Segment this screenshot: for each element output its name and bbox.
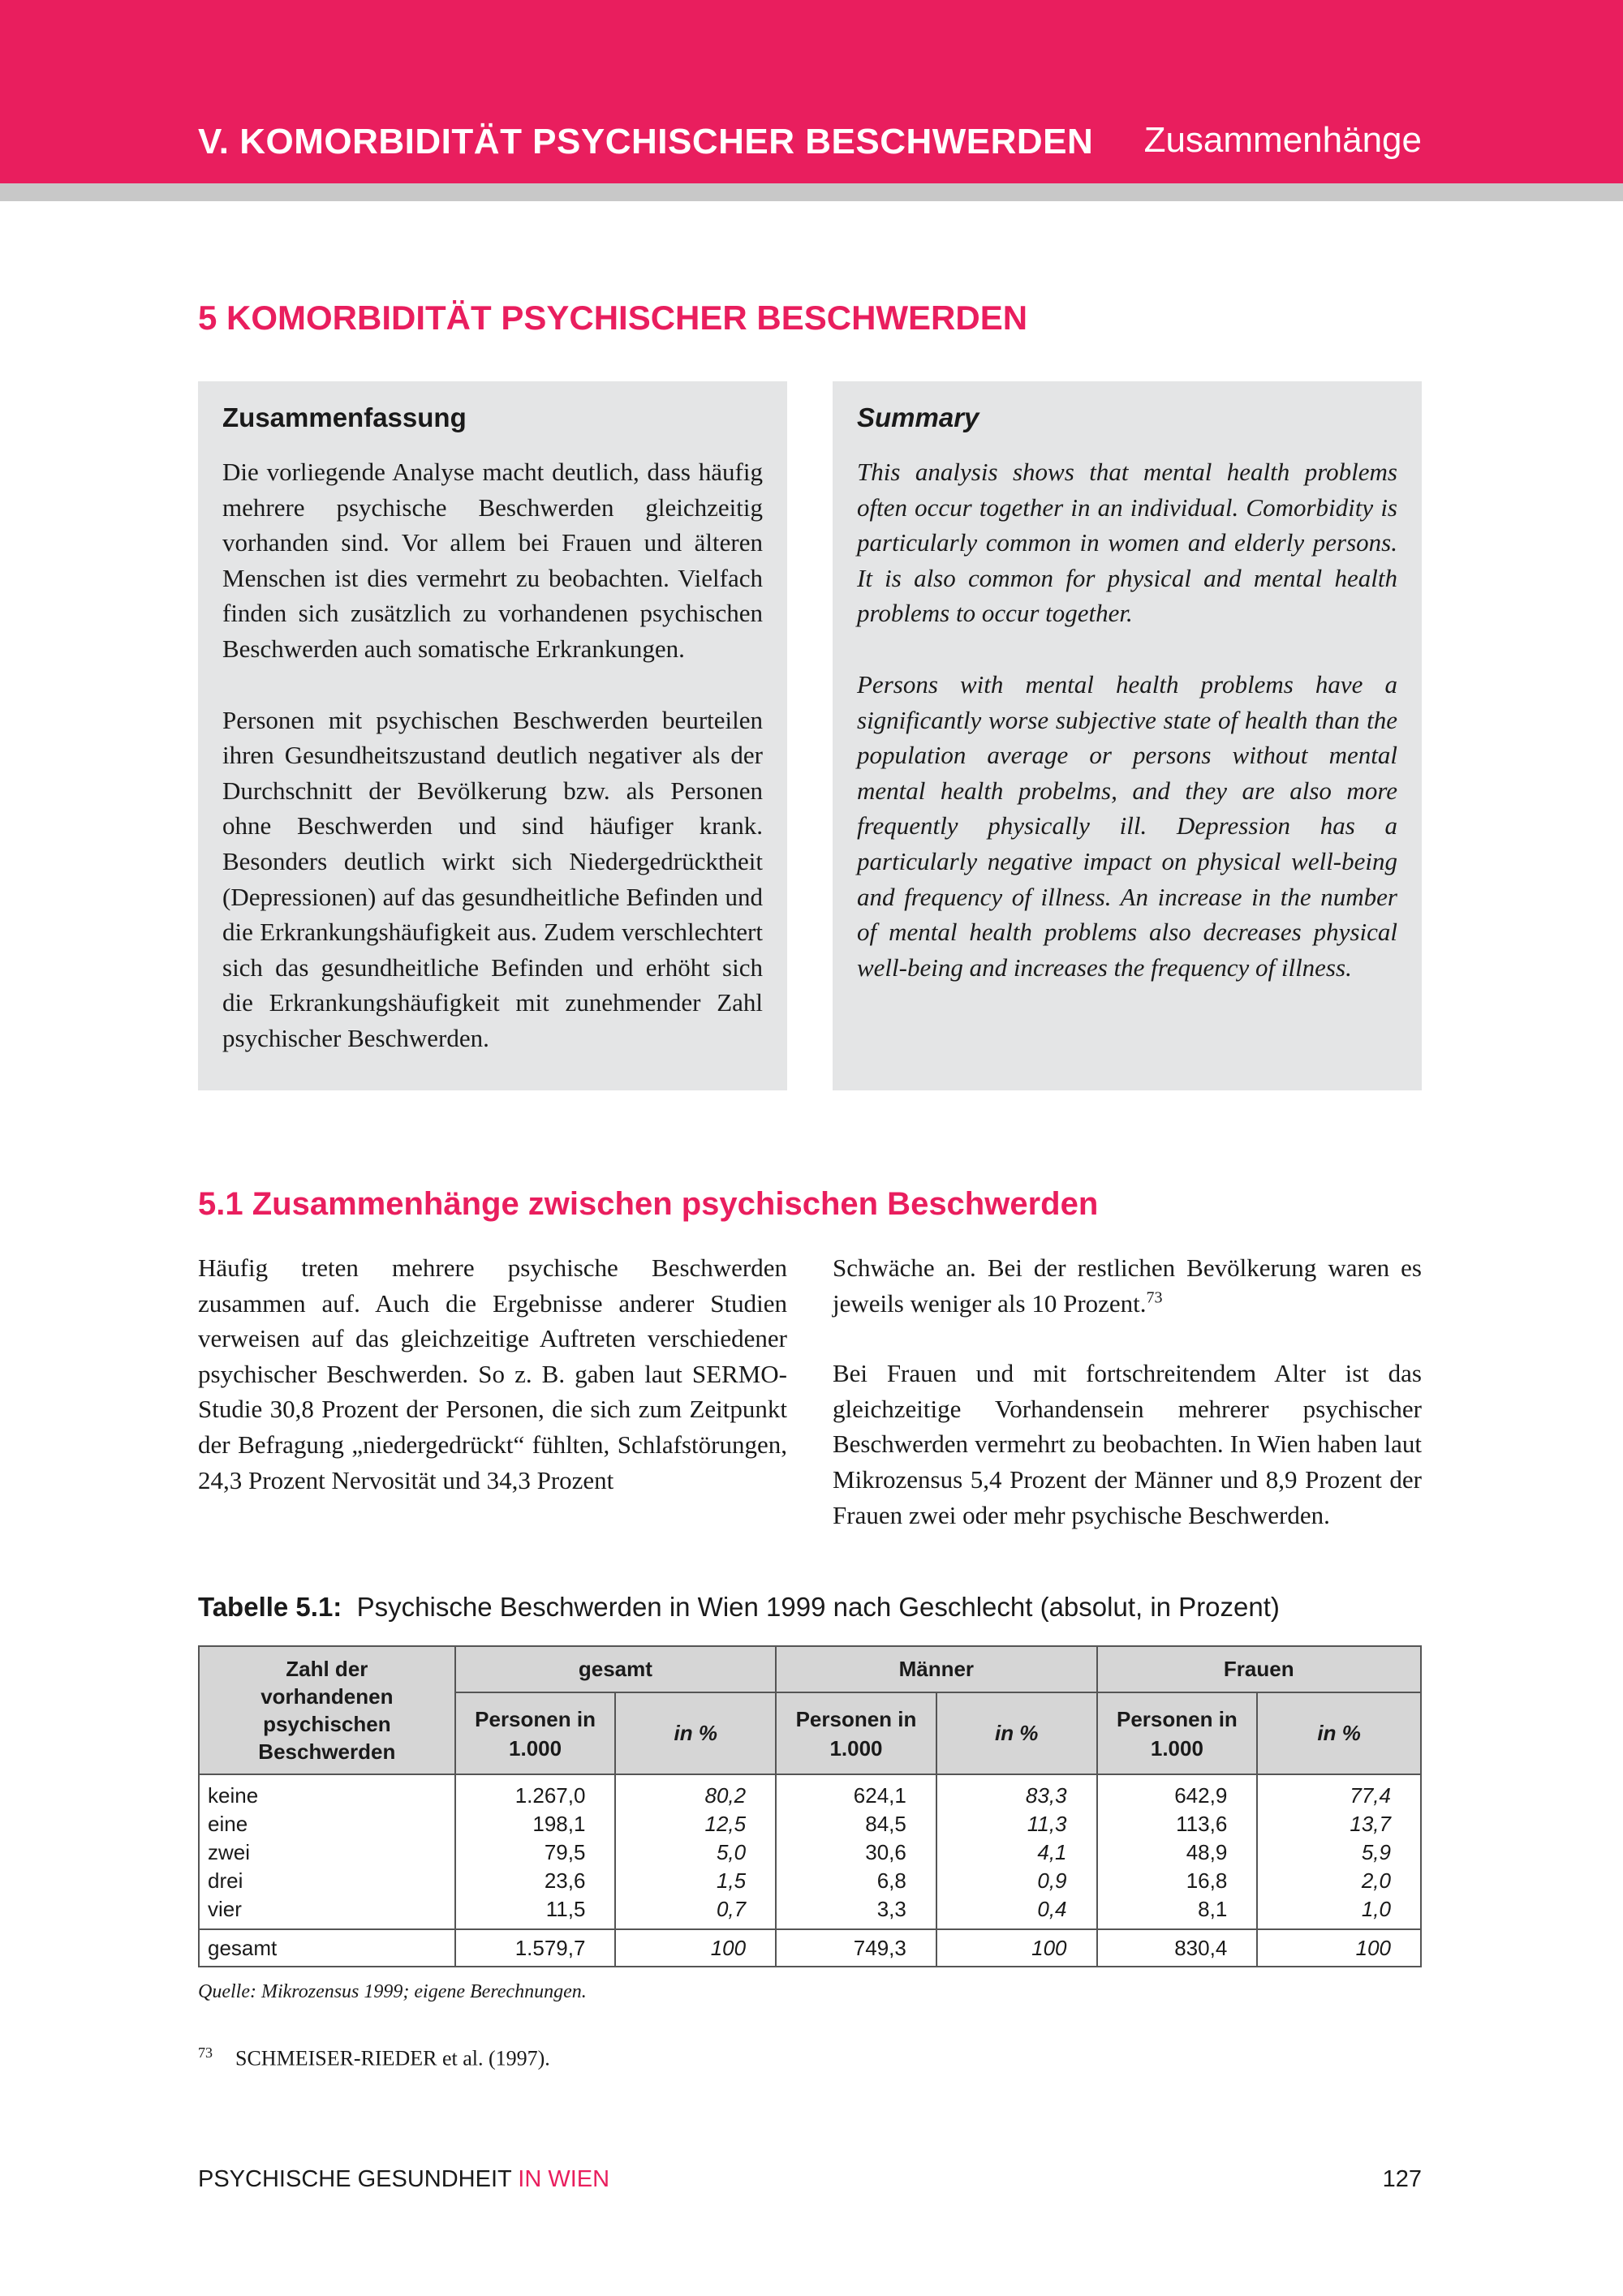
cell: 16,8 [1097, 1867, 1258, 1895]
cell: 5,9 [1257, 1838, 1421, 1867]
cell: 4,1 [936, 1838, 1097, 1867]
cell: 100 [936, 1929, 1097, 1967]
body-column-right [833, 1250, 1422, 1567]
table-source: Quelle: Mikrozensus 1999; eigene Berechnungen. [198, 1981, 587, 2002]
table-row [199, 1774, 1421, 1810]
footnote-number: 73 [198, 2044, 213, 2061]
table-row [199, 1838, 1421, 1867]
section-title: 5.1 Zusammenhänge zwischen psychischen Beschwerden [198, 1186, 1099, 1222]
body-column-left [198, 1250, 787, 1533]
cell: 84,5 [776, 1810, 936, 1838]
row-label: vier [199, 1895, 455, 1929]
cell: 6,8 [776, 1867, 936, 1895]
group-header: Männer [776, 1646, 1096, 1692]
summary-de-heading: Zusammenfassung [222, 402, 467, 432]
footnote-text: SCHMEISER-RIEDER et al. (1997). [235, 2046, 550, 2070]
cell: 0,7 [615, 1895, 776, 1929]
footnote-ref[interactable]: 73 [1146, 1288, 1163, 1307]
cell: 624,1 [776, 1774, 936, 1810]
cell: 1,5 [615, 1867, 776, 1895]
row-label: zwei [199, 1838, 455, 1867]
footer-text-accent: IN WIEN [518, 2166, 610, 2192]
sub-header: in % [936, 1692, 1097, 1774]
summary-en-box [833, 381, 1422, 1090]
cell: 3,3 [776, 1895, 936, 1929]
cell: 79,5 [455, 1838, 616, 1867]
sub-header: Personen in 1.000 [1097, 1692, 1258, 1774]
cell: 1.579,7 [455, 1929, 616, 1967]
header-title: V. KOMORBIDITÄT PSYCHISCHER BESCHWERDEN [198, 122, 1094, 161]
header-strip [0, 183, 1623, 201]
cell: 30,6 [776, 1838, 936, 1867]
cell: 113,6 [1097, 1810, 1258, 1838]
header-section-label: Zusammenhänge [1143, 120, 1422, 160]
cell: 100 [1257, 1929, 1421, 1967]
cell: 12,5 [615, 1810, 776, 1838]
cell: 1.267,0 [455, 1774, 616, 1810]
sub-header: Personen in 1.000 [455, 1692, 616, 1774]
cell: 11,5 [455, 1895, 616, 1929]
body-paragraph: Häufig treten mehrere psychische Beschwerden zusammen auf. Auch die Ergebnisse anderer Studien verweisen auf das gleichzeitige Auftreten verschiedener psychischer Beschwerden. So z. B. gaben laut SERMO-Studie 30,8 Prozent der Personen, die sich zum Zeitpunkt der Befragung „niedergedrückt“ fühlten, Schlafstörungen, 24,3 Prozent Nervosität und 34,3 Prozent [198, 1253, 787, 1494]
cell: 5,0 [615, 1838, 776, 1867]
cell: 830,4 [1097, 1929, 1258, 1967]
cell: 100 [615, 1929, 776, 1967]
cell: 198,1 [455, 1810, 616, 1838]
summary-en-heading: Summary [857, 402, 979, 432]
cell: 0,9 [936, 1867, 1097, 1895]
table-row [199, 1867, 1421, 1895]
cell: 2,0 [1257, 1867, 1421, 1895]
summary-en-paragraph: Persons with mental health problems have a significantly worse subjective state of health than the population average or persons without mental mental health probelms, and they are also more frequently physically ill. Depression has a particularly negative impact on physical well-being and frequency of illness. An increase in the number of mental health problems also decreases physical well-being and increases the frequency of illness. [857, 669, 1397, 982]
summary-en-paragraph: This analysis shows that mental health problems often occur together in an individual. Comorbidity is particularly common in women and elderly persons. It is also common for physical and mental health problems to occur together. [857, 458, 1397, 628]
cell: 77,4 [1257, 1774, 1421, 1810]
chapter-title: 5 KOMORBIDITÄT PSYCHISCHER BESCHWERDEN [198, 299, 1028, 337]
table-row [199, 1810, 1421, 1838]
row-label: gesamt [199, 1929, 455, 1967]
group-header: Frauen [1097, 1646, 1421, 1692]
summary-de-box [198, 381, 787, 1090]
table-total-row [199, 1929, 1421, 1967]
cell: 23,6 [455, 1867, 616, 1895]
sub-header: Personen in 1.000 [776, 1692, 936, 1774]
table-caption-text: Psychische Beschwerden in Wien 1999 nach Geschlecht (absolut, in Prozent) [356, 1592, 1280, 1622]
table-row [199, 1895, 1421, 1929]
body-text: Schwäche an. Bei der restlichen Bevölkerung waren es jeweils weniger als 10 Prozent. [833, 1253, 1422, 1318]
cell: 11,3 [936, 1810, 1097, 1838]
cell: 80,2 [615, 1774, 776, 1810]
sub-header: in % [1257, 1692, 1421, 1774]
row-label: eine [199, 1810, 455, 1838]
footer-text: PSYCHISCHE GESUNDHEIT [198, 2166, 519, 2192]
cell: 0,4 [936, 1895, 1097, 1929]
table-caption-label: Tabelle 5.1: [198, 1592, 342, 1622]
footer-publication [198, 2166, 609, 2193]
cell: 8,1 [1097, 1895, 1258, 1929]
table-caption [198, 1592, 1280, 1623]
group-header: gesamt [455, 1646, 776, 1692]
row-header: Zahl der vorhandenen psychischen Beschwerden [199, 1646, 455, 1774]
page-number: 127 [1382, 2166, 1422, 2192]
cell: 83,3 [936, 1774, 1097, 1810]
cell: 13,7 [1257, 1810, 1421, 1838]
footnote [198, 2044, 550, 2071]
cell: 749,3 [776, 1929, 936, 1967]
body-paragraph: Bei Frauen und mit fortschreitendem Alter ist das gleichzeitige Vorhandensein mehrerer psychischer Beschwerden vermehrt zu beobachten. In Wien haben laut Mikrozensus 5,4 Prozent der Männer und 8,9 Prozent der Frauen zwei oder mehr psychische Beschwerden. [833, 1359, 1422, 1529]
cell: 48,9 [1097, 1838, 1258, 1867]
cell: 642,9 [1097, 1774, 1258, 1810]
summary-de-paragraph: Personen mit psychischen Beschwerden beurteilen ihren Gesundheitszustand deutlich negativer als der Durchschnitt der Bevölkerung bzw. als Personen ohne Beschwerden und sind häufiger krank. Besonders deutlich wirkt sich Niedergedrücktheit (Depressionen) auf das gesundheitliche Befinden und die Erkrankungshäufigkeit aus. Zudem verschlechtert sich das gesundheitliche Befinden und erhöht sich die Erkrankungshäufigkeit mit zunehmender Zahl psychischer Beschwerden. [222, 705, 763, 1052]
data-table [198, 1645, 1422, 1967]
row-label: drei [199, 1867, 455, 1895]
row-label: keine [199, 1774, 455, 1810]
body-paragraph [833, 1250, 1422, 1321]
cell: 1,0 [1257, 1895, 1421, 1929]
summary-de-paragraph: Die vorliegende Analyse macht deutlich, dass häufig mehrere psychische Beschwerden gleichzeitig vorhanden sind. Vor allem bei Frauen und älteren Menschen ist dies vermehrt zu beobachten. Vielfach finden sich zusätzlich zu vorhandenen psychischen Beschwerden auch somatische Erkrankungen. [222, 458, 763, 663]
sub-header: in % [615, 1692, 776, 1774]
